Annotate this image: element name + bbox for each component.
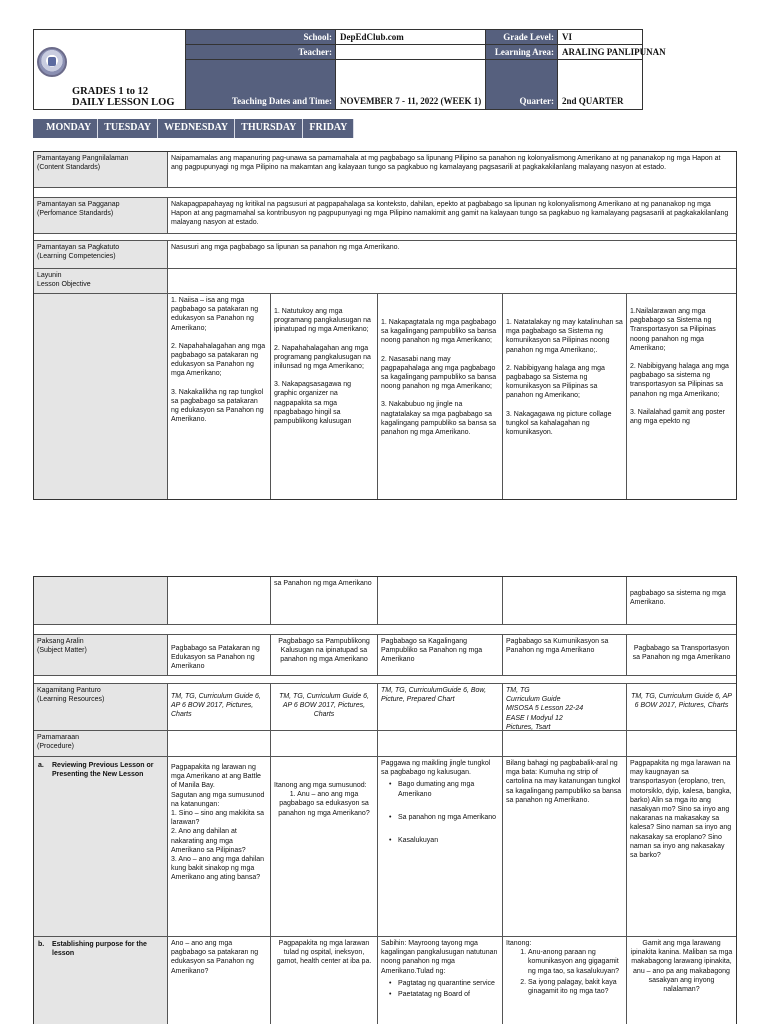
teacher-value bbox=[336, 45, 486, 60]
performance-standards-label bbox=[34, 198, 168, 233]
subject-thursday: Pagbabago sa Kumunikasyon sa Panahon ng mga Amerikano bbox=[503, 635, 627, 675]
procedure-blank-tuesday bbox=[271, 731, 378, 756]
resources-row bbox=[34, 683, 736, 731]
objective-tuesday bbox=[271, 294, 378, 499]
row-sublabel: (Subject Matter) bbox=[37, 647, 87, 655]
tab-friday[interactable]: FRIDAY bbox=[303, 119, 354, 138]
competencies-label bbox=[34, 241, 168, 268]
title-line-1: GRADES 1 to 12 bbox=[72, 86, 149, 97]
review-monday bbox=[168, 757, 271, 936]
review-row bbox=[34, 757, 736, 937]
row-label: Pamantayan sa Pagkatuto bbox=[37, 244, 120, 251]
review-thursday: Bilang bahagi ng pagbabalik-aral ng mga bata: Kumuha ng strip of cartolina na may katanungan tungkol sa kagalingang pampubliko sa bansa sa panahon ng Amerikano. bbox=[503, 757, 627, 936]
competencies-text: Nasusuri ang mga pagbabago sa lipunan sa panahon ng mga Amerikano. bbox=[171, 244, 400, 251]
content-standards-row bbox=[34, 152, 736, 188]
objective-item: 1. Natutukoy ang mga programang pangkalusugan na ipinatupad ng mga Amerikano; bbox=[274, 308, 371, 334]
objective-item: 3. Nakagagawa ng picture collage tungkol sa kahalagahan ng komunikasyon. bbox=[506, 410, 612, 437]
day-tabs-edge bbox=[33, 119, 40, 138]
performance-standards-text: Nakapagpapahayag ng kritikal na pagsusuri at pagpapahalaga sa konteksto, dahilan, epekto at pagbabago sa lipunan ng kolonyalismong Amerikano at ng pananakop ng mga Hapon at ang pagmamahal sa kontribusyon ng pagpupunyagi ng mga Pilipino namakimit ang gamit na kalayaan tungo sa pagkabuo ng kamalayang pagsasarili at pagkakakilanlang malayang nasyon at estado. bbox=[171, 201, 729, 227]
school-label: School: bbox=[186, 30, 336, 45]
review-line: 1. Sino – sino ang makikita sa larawan? bbox=[171, 810, 264, 827]
review-bullet-list bbox=[389, 780, 499, 845]
purpose-line: Sabihin: Mayroong tayong mga kagalingan pangkalusugan natutunan noong panahon ng mga Amerikano.Tulad ng: bbox=[381, 940, 498, 975]
performance-standards-row bbox=[34, 197, 736, 234]
teacher-label: Teacher: bbox=[186, 45, 336, 60]
review-friday: Pagpapakita ng mga larawan na may kaugnayan sa transportasyon (eroplano, tren, motorsiklo, dyip, kalesa, bangka, barko) Alin sa mga ito ang nasakyan mo? Sino sa inyo ang nakaranas na makasakay sa kalesa? Sino naman sa inyo ang nakasakay sa eroplano? Sino naman sa inyo ang nakasakay sa barko? bbox=[630, 760, 732, 860]
purpose-line: Itanong: bbox=[506, 940, 532, 947]
subject-friday: Pagbabago sa Transportasyon sa Panahon ng mga Amerikano bbox=[632, 645, 731, 662]
objectives-row bbox=[34, 294, 736, 499]
tab-monday[interactable]: MONDAY bbox=[40, 119, 98, 138]
procedure-blank-monday bbox=[168, 731, 271, 756]
grade-level-label: Grade Level: bbox=[486, 30, 558, 45]
objectives-label-blank bbox=[34, 294, 168, 499]
objective-continuation-row bbox=[34, 577, 736, 625]
tab-wednesday[interactable]: WEDNESDAY bbox=[158, 119, 235, 138]
objective-item: 2. Napahahalagahan ang mga programang pangkalusugan na inilunsad ng mga Amerikano; bbox=[274, 344, 371, 371]
objective-monday bbox=[168, 294, 271, 499]
row-sublabel: (Content Standards) bbox=[37, 164, 101, 172]
bullet-item: • Sa panahon ng mga Amerikano bbox=[389, 813, 499, 822]
learning-area-label: Learning Area: bbox=[486, 45, 558, 60]
continuation-tuesday: sa Panahon ng mga Amerikano bbox=[271, 577, 378, 624]
review-line: Itanong ang mga sumusunod: bbox=[274, 782, 367, 789]
step-label: Reviewing Previous Lesson or Presenting the New Lesson bbox=[52, 762, 154, 779]
objective-label bbox=[34, 269, 168, 293]
objective-item: 1. Nakapagtatala ng mga pagbabago sa kagalingang pampubliko sa bansa noong panahon ng mga Amerikano; bbox=[381, 319, 497, 345]
objective-item: 3. Nakabubuo ng jingle na nagtatalakay sa mga pagbabago sa kagalingang pampubliko sa bansa sa panahon ng mga Amerikano. bbox=[381, 401, 497, 437]
lesson-log-header bbox=[33, 29, 666, 110]
subject-tuesday: Pagbabago sa Pampublikong Kalusugan na ipinatupad sa panahon ng mga Amerikano bbox=[271, 635, 378, 675]
day-tabs bbox=[40, 119, 354, 138]
step-key: b. bbox=[38, 941, 45, 948]
school-value: DepEdClub.com bbox=[336, 30, 486, 45]
review-tuesday bbox=[271, 757, 378, 936]
procedure-table bbox=[33, 576, 737, 1024]
row-sublabel: Lesson Objective bbox=[37, 281, 91, 289]
bullet-item: • Paetatatag ng Board of bbox=[389, 990, 499, 999]
objective-item: 2. Nasasabi nang may pagpapahalaga ang mga pagbabago sa kagalingang pampubliko sa bansa noong panahon ng mga Amerikano; bbox=[381, 355, 497, 391]
quarter-value: 2nd QUARTER bbox=[558, 60, 642, 109]
resources-monday: TM, TG, Curriculum Guide 6, AP 6 BOW 2017, Pictures, Charts bbox=[168, 684, 271, 730]
continuation-wednesday bbox=[378, 577, 503, 624]
learning-area-value: ARALING PANLIPUNAN bbox=[558, 45, 642, 60]
purpose-friday: Gamit ang mga larawang ipinakita kanina. Maliban sa mga makabagong larawang ipinakita, anu – ano pa ang makabagong sasakyan ang inyong nalalaman? bbox=[630, 940, 733, 994]
objective-header-row bbox=[34, 269, 736, 294]
objective-item: 3. Nailalahad gamit ang poster ang mga epekto ng bbox=[630, 408, 725, 426]
row-sublabel: (Learning Resources) bbox=[37, 696, 105, 704]
objective-item: 3. Nakakalikha ng rap tungkol sa pagbabago sa patakaran ng edukasyon sa Panahon ng Amerikano. bbox=[171, 388, 264, 424]
subject-monday: Pagbabago sa Patakaran ng Edukasyon sa Panahon ng Amerikano bbox=[168, 635, 271, 675]
resources-thursday: TM, TG Curriculum Guide MISOSA 5 Lesson 22-24 EASE I Modyul 12 Pictures, Tsart bbox=[503, 684, 627, 730]
objective-item: 1. Natatalakay ng may katalinuhan sa mga pagbabago sa Sistema ng komunikasyon sa Pilipinas noong panahon ng mga Amerikano;. bbox=[506, 319, 623, 354]
subject-matter-row bbox=[34, 634, 736, 676]
review-line: 3. Ano – ano ang mga dahilan kung bakit sinakop ng mga Amerikano ang ating bansa? bbox=[171, 856, 265, 882]
purpose-label bbox=[34, 937, 168, 1024]
objective-thursday bbox=[503, 294, 627, 499]
row-label: Pamantayan sa Pagganap bbox=[37, 201, 120, 208]
document-title bbox=[72, 86, 175, 108]
row-sublabel: (Learning Competencies) bbox=[37, 253, 116, 261]
quarter-label: Quarter: bbox=[486, 60, 558, 109]
deped-seal-icon bbox=[37, 47, 67, 77]
competencies-row bbox=[34, 240, 736, 269]
bullet-item: • Pagtatag ng quarantine service bbox=[389, 979, 499, 988]
continuation-monday bbox=[168, 577, 271, 624]
review-label bbox=[34, 757, 168, 936]
purpose-thursday bbox=[503, 937, 627, 1024]
objective-friday bbox=[627, 294, 736, 499]
subject-wednesday: Pagbabago sa Kagalingang Pampubliko sa Panahon ng mga Amerikano bbox=[378, 635, 503, 675]
review-line: 2. Ano ang dahilan at nakarating ang mga Amerikano sa Pilipinas? bbox=[171, 828, 246, 854]
teaching-dates-value: NOVEMBER 7 - 11, 2022 (WEEK 1) bbox=[336, 60, 486, 109]
continuation-thursday bbox=[503, 577, 627, 624]
bullet-item: • Bago dumating ang mga Amerikano bbox=[389, 780, 499, 798]
resources-tuesday: TM, TG, Curriculum Guide 6, AP 6 BOW 2017, Pictures, Charts bbox=[271, 684, 378, 730]
step-key: a. bbox=[38, 762, 44, 769]
procedure-blank-thursday bbox=[503, 731, 627, 756]
procedure-label bbox=[34, 731, 168, 756]
objective-item: 2. Napahahalagahan ang mga pagbabago sa patakaran ng edukasyon sa Panahon ng mga Amerikano; bbox=[171, 342, 266, 378]
objective-wednesday bbox=[378, 294, 503, 499]
standards-table bbox=[33, 151, 737, 500]
review-wednesday bbox=[378, 757, 503, 936]
brand-block bbox=[34, 30, 186, 109]
content-standards-label bbox=[34, 152, 168, 187]
numbered-item: 1. Anu-anong paraan ng komunikasyon ang gigagamit ng mga tao, sa kasalukuyan? bbox=[528, 948, 623, 976]
purpose-tuesday: Pagpapakita ng mga larawan tulad ng ospital, ineksyon, gamot, health center at iba pa. bbox=[271, 937, 378, 1024]
purpose-wednesday bbox=[378, 937, 503, 1024]
tab-thursday[interactable]: THURSDAY bbox=[235, 119, 303, 138]
review-line: 1. Anu – ano ang mga pagbabago sa edukasyon sa panahon ng mga Amerikano? bbox=[278, 791, 370, 817]
review-line: Pagpapakita ng larawan ng mga Amerikano at ang Battle of Manila Bay. bbox=[171, 764, 261, 790]
row-label: Pamantayang Pangnilalaman bbox=[37, 155, 129, 162]
row-label: Pamamaraan bbox=[37, 734, 80, 741]
row-label: Layunin bbox=[37, 272, 62, 279]
row-label: Kagamitang Panturo bbox=[37, 687, 101, 694]
review-line: Sagutan ang mga sumusunod na katanungan: bbox=[171, 791, 265, 808]
continuation-label-blank bbox=[34, 577, 168, 624]
purpose-bullet-list bbox=[389, 979, 499, 999]
row-sublabel: (Procedure) bbox=[37, 743, 74, 751]
objective-item: 1.Nailalarawan ang mga pagbabago sa Sistema ng Transportasyon sa Pilipinas noong panahon ng mga Amerikano; bbox=[630, 308, 716, 352]
content-standards-text: Naipamamalas ang mapanuring pag-unawa sa pamamahala at mg pagbabago sa lipunang Pilipino sa panahon ng kolonyalismong Amerikano at ng pananakop ng mga Hapon at ang pagpupunyagi ng mga Pilipino na makamtan ang kalayaan tungo sa pagkabuo ng kamalayang pagsasarili at pagkakakilanlang malayang nasyon at estado. bbox=[171, 155, 721, 172]
objective-item: 2. Nabibigyang halaga ang mga pagbabago sa Sistema ng komunikasyon sa Pilipinas sa panahon ng Amerikano; bbox=[506, 364, 605, 400]
teaching-dates-label: Teaching Dates and Time: bbox=[186, 60, 336, 109]
continuation-friday: pagbabago sa sistema ng mga Amerikano. bbox=[630, 590, 726, 607]
grade-level-value: VI bbox=[558, 30, 642, 45]
title-line-2: DAILY LESSON LOG bbox=[72, 97, 175, 108]
objective-header-blank bbox=[168, 269, 736, 293]
procedure-blank-wednesday bbox=[378, 731, 503, 756]
row-label: Paksang Aralin bbox=[37, 638, 84, 645]
tab-tuesday[interactable]: TUESDAY bbox=[98, 119, 158, 138]
review-line: Paggawa ng maikling jingle tungkol sa pagbabago ng kalusugan. bbox=[381, 760, 491, 777]
bullet-item: • Kasalukuyan bbox=[389, 836, 499, 845]
objective-item: 1. Naiisa – isa ang mga pagbabago sa patakaran ng edukasyon sa Panahon ng Amerikano; bbox=[171, 297, 259, 332]
subject-matter-label bbox=[34, 635, 168, 675]
purpose-row bbox=[34, 937, 736, 1024]
numbered-item: 2. Sa iyong palagay, bakit kaya ginagamit ito ng mga tao? bbox=[528, 978, 623, 996]
objective-item: 2. Nabibigyang halaga ang mga pagbabago sa sistema ng transportasyon sa Pilipinas sa panahon ng mga Amerikano; bbox=[630, 363, 729, 398]
procedure-row bbox=[34, 731, 736, 757]
resources-wednesday: TM, TG, CurriculumGuide 6, Bow, Picture, Prepared Chart bbox=[378, 684, 503, 730]
procedure-blank-friday bbox=[627, 731, 736, 756]
resources-label bbox=[34, 684, 168, 730]
row-sublabel: (Perfomance Standards) bbox=[37, 210, 114, 218]
resources-friday: TM, TG, Curriculum Guide 6, AP 6 BOW 2017, Pictures, Charts bbox=[631, 693, 732, 710]
purpose-monday: Ano – ano ang mga pagbabago sa patakaran ng edukasyon sa Panahon ng Amerikano? bbox=[168, 937, 271, 1024]
objective-item: 3. Nakapagsasagawa ng graphic organizer na nagpapakita sa mga npagbabago hingil sa pampublikong kalusugan bbox=[274, 381, 352, 426]
purpose-numbered-list bbox=[528, 948, 623, 996]
step-label: Establishing purpose for the lesson bbox=[52, 941, 147, 958]
